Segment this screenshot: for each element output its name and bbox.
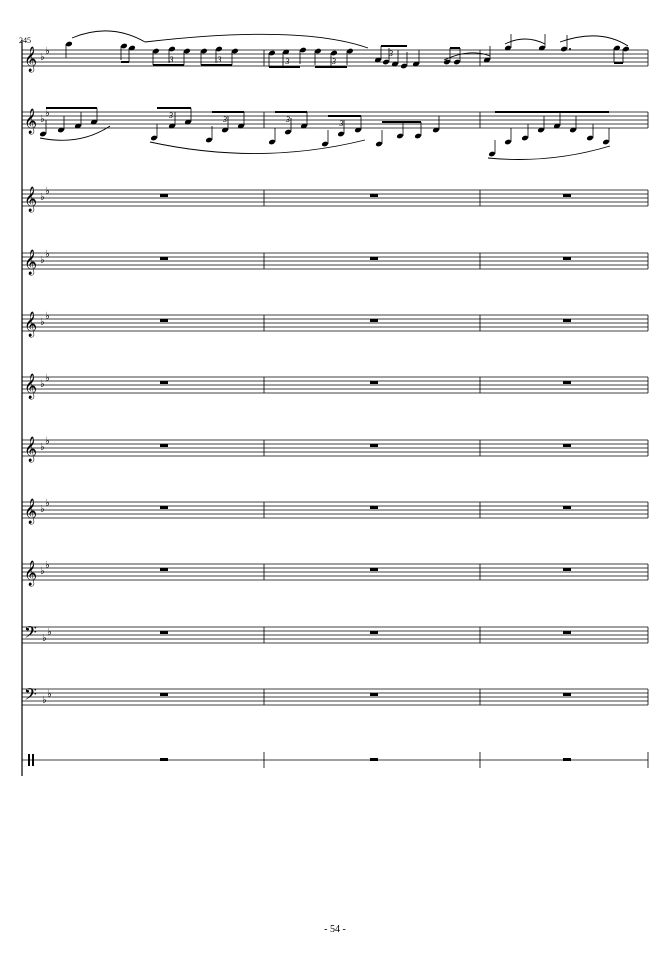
whole-rest-icon [370, 257, 378, 260]
flat-icon: ♭ [40, 317, 45, 328]
whole-rest-icon [563, 319, 571, 322]
staff-6 [22, 373, 648, 399]
whole-rest-icon [370, 506, 378, 509]
whole-rest-icon [563, 693, 571, 696]
whole-rest-icon [160, 381, 168, 384]
whole-rest-icon [160, 568, 168, 571]
treble-clef-icon: 𝄞 [24, 499, 38, 524]
percussion-clef-icon [28, 754, 30, 766]
bass-clef-icon: 𝄢 [24, 684, 37, 708]
slur [145, 34, 368, 48]
tuplet-number: 3 [339, 119, 344, 128]
flat-icon: ♭ [45, 186, 50, 197]
tuplet-number: 3 [169, 111, 173, 120]
flat-icon: ♭ [47, 627, 52, 638]
slur [560, 36, 628, 46]
staff-7 [22, 436, 648, 462]
staff-8 [22, 498, 648, 524]
whole-rest-icon [370, 693, 378, 696]
slur [488, 146, 610, 160]
percussion-clef-icon [32, 754, 34, 766]
whole-rest-icon [160, 444, 168, 447]
whole-rest-icon [563, 631, 571, 634]
whole-rest-icon [563, 568, 571, 571]
whole-rest-icon [563, 257, 571, 260]
flat-icon: ♭ [47, 689, 52, 700]
flat-icon: ♭ [45, 46, 50, 57]
flat-icon: ♭ [40, 192, 45, 203]
dot [569, 48, 571, 50]
whole-rest-icon [563, 506, 571, 509]
slur [72, 31, 145, 42]
whole-rest-icon [160, 194, 168, 197]
flat-icon: ♭ [40, 52, 45, 63]
staff-5 [22, 311, 648, 337]
treble-clef-icon: 𝄞 [24, 561, 38, 586]
whole-rest-icon [160, 506, 168, 509]
whole-rest-icon [563, 758, 571, 761]
treble-clef-icon: 𝄞 [24, 47, 38, 72]
staff-12 [22, 752, 648, 768]
tuplet-number: 3 [285, 57, 290, 66]
flat-icon: ♭ [40, 442, 45, 453]
flat-icon: ♭ [45, 436, 50, 447]
flat-icon: ♭ [40, 114, 45, 125]
staff-4 [22, 249, 648, 275]
tuplet-number: 3 [286, 115, 290, 124]
whole-rest-icon [370, 444, 378, 447]
whole-rest-icon [370, 319, 378, 322]
whole-rest-icon [160, 631, 168, 634]
treble-clef-icon: 𝄞 [24, 437, 38, 462]
page-number: - 54 - [324, 924, 346, 935]
flat-icon: ♭ [40, 379, 45, 390]
flat-icon: ♭ [40, 255, 45, 266]
flat-icon: ♭ [40, 504, 45, 515]
whole-rest-icon [370, 568, 378, 571]
flat-icon: ♭ [45, 249, 50, 260]
tuplet-number: 3 [169, 55, 174, 64]
whole-rest-icon [563, 381, 571, 384]
whole-rest-icon [370, 381, 378, 384]
staff-10 [22, 622, 648, 646]
flat-icon: ♭ [45, 498, 50, 509]
whole-rest-icon [563, 444, 571, 447]
staff-11 [22, 684, 648, 708]
flat-icon: ♭ [45, 311, 50, 322]
flat-icon: ♭ [42, 695, 47, 706]
whole-rest-icon [160, 257, 168, 260]
whole-rest-icon [160, 693, 168, 696]
whole-rest-icon [370, 758, 378, 761]
staff-3 [22, 186, 648, 212]
whole-rest-icon [160, 758, 168, 761]
flat-icon: ♭ [45, 108, 50, 119]
whole-rest-icon [370, 631, 378, 634]
tuplet-number: 3 [223, 115, 227, 124]
flat-icon: ♭ [40, 566, 45, 577]
tuplet-number: 3 [217, 55, 222, 64]
treble-clef-icon: 𝄞 [24, 374, 38, 399]
measure-number: 245 [19, 36, 31, 45]
flat-icon: ♭ [45, 373, 50, 384]
whole-rest-icon [563, 194, 571, 197]
flat-icon: ♭ [42, 633, 47, 644]
flat-icon: ♭ [45, 560, 50, 571]
treble-clef-icon: 𝄞 [24, 250, 38, 275]
bass-clef-icon: 𝄢 [24, 622, 37, 646]
whole-rest-icon [160, 319, 168, 322]
slur [150, 140, 365, 154]
staff-9 [22, 560, 648, 586]
treble-clef-icon: 𝄞 [24, 187, 38, 212]
tuplet-number: 3 [389, 49, 393, 58]
tuplet-number: 3 [332, 57, 336, 66]
treble-clef-icon: 𝄞 [24, 109, 38, 134]
whole-rest-icon [370, 194, 378, 197]
treble-clef-icon: 𝄞 [24, 312, 38, 337]
